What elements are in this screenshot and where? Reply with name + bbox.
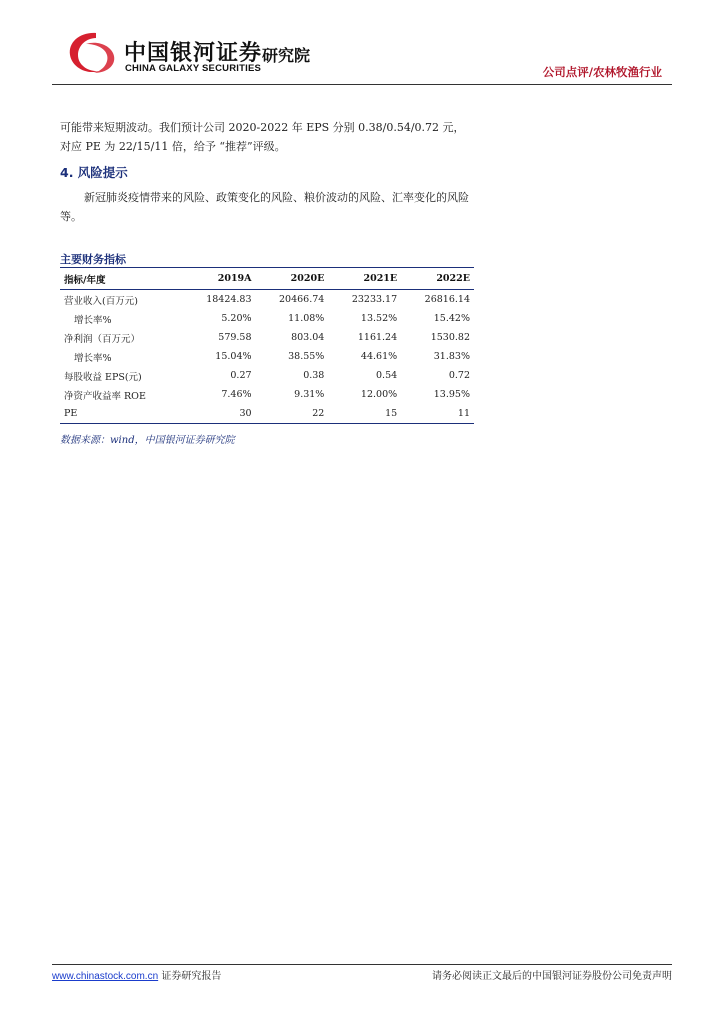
table-header-cell: 2021E <box>328 268 401 290</box>
table-row <box>60 366 474 385</box>
row-label: PE <box>64 408 78 419</box>
document-category: 公司点评/农林牧渔行业 <box>542 65 662 79</box>
table-cell: 1530.82 <box>430 332 470 343</box>
intro-paragraph: 可能带来短期波动。我们预计公司 2020-2022 年 EPS 分别 0.38/0.54/0.72 元，对应 PE 为 22/15/11 倍，给予 “推荐”评级。 <box>60 121 465 153</box>
table-cell: 13.52% <box>360 313 398 324</box>
table-row <box>60 309 474 328</box>
page-header <box>0 0 724 90</box>
brand-name-cn: 中国银河证券 <box>124 41 263 66</box>
table-cell: 803.04 <box>291 332 325 343</box>
table-title: 主要财务指标 <box>60 253 126 266</box>
table-cell: 0.27 <box>230 370 252 381</box>
table-header-cell: 指标/年度 <box>60 268 183 290</box>
website-link[interactable]: www.chinastock.com.cn <box>52 971 159 982</box>
table-header-cell: 2022E <box>401 268 474 290</box>
table-row <box>60 347 474 366</box>
row-label: 增长率% <box>74 352 112 364</box>
brand-name-en: CHINA GALAXY SECURITIES <box>125 63 262 74</box>
table-header-row <box>60 268 474 290</box>
table-row <box>60 328 474 347</box>
table-cell: 15.04% <box>215 351 252 362</box>
table-cell: 7.46% <box>221 389 252 400</box>
table-cell: 13.95% <box>433 389 470 400</box>
table-header-cell: 2019A <box>183 268 256 290</box>
header-divider <box>52 84 672 85</box>
table-cell: 22 <box>312 408 325 419</box>
row-label: 营业收入(百万元) <box>64 295 138 307</box>
table-header-cell: 2020E <box>256 268 329 290</box>
table-cell: 9.31% <box>294 389 325 400</box>
risk-paragraph: 新冠肺炎疫情带来的风险、政策变化的风险、粮价波动的风险、汇率变化的风险等。 <box>60 191 469 223</box>
table-cell: 31.83% <box>433 351 470 362</box>
row-label: 净利润（百万元） <box>64 333 141 345</box>
data-source-note: 数据来源：wind，中国银河证券研究院 <box>60 435 235 446</box>
row-label: 每股收益 EPS(元) <box>64 371 142 383</box>
section-title-risk: 4. 风险提示 <box>60 165 128 180</box>
table-cell: 579.58 <box>218 332 252 343</box>
table-cell: 15 <box>385 408 398 419</box>
table-cell: 44.61% <box>360 351 398 362</box>
galaxy-logo-icon <box>66 30 118 76</box>
table-cell: 26816.14 <box>424 294 470 305</box>
table-cell: 0.72 <box>448 370 470 381</box>
table-body <box>60 290 474 424</box>
table-cell: 1161.24 <box>357 332 398 343</box>
row-label: 净资产收益率 ROE <box>64 390 146 402</box>
table-cell: 38.55% <box>288 351 325 362</box>
table-cell: 0.38 <box>303 370 325 381</box>
table-cell: 20466.74 <box>279 294 325 305</box>
table-cell: 5.20% <box>221 313 252 324</box>
footer-report-type: 证券研究报告 <box>158 971 222 982</box>
brand-subtitle: 研究院 <box>262 46 311 65</box>
footer-disclaimer: 请务必阅读正文最后的中国银河证券股份公司免责声明 <box>432 971 672 982</box>
table-row <box>60 404 474 424</box>
footer-left <box>52 967 221 982</box>
table-cell: 23233.17 <box>351 294 398 305</box>
table-cell: 11.08% <box>288 313 325 324</box>
table-cell: 11 <box>457 408 470 419</box>
table-row <box>60 385 474 404</box>
financial-indicators-table <box>60 267 474 424</box>
table-cell: 18424.83 <box>206 294 252 305</box>
table-cell: 15.42% <box>433 313 470 324</box>
table-row <box>60 290 474 310</box>
footer-divider <box>52 964 672 965</box>
row-label: 增长率% <box>74 314 112 326</box>
table-cell: 0.54 <box>376 370 398 381</box>
table-cell: 30 <box>239 408 252 419</box>
table-cell: 12.00% <box>360 389 398 400</box>
